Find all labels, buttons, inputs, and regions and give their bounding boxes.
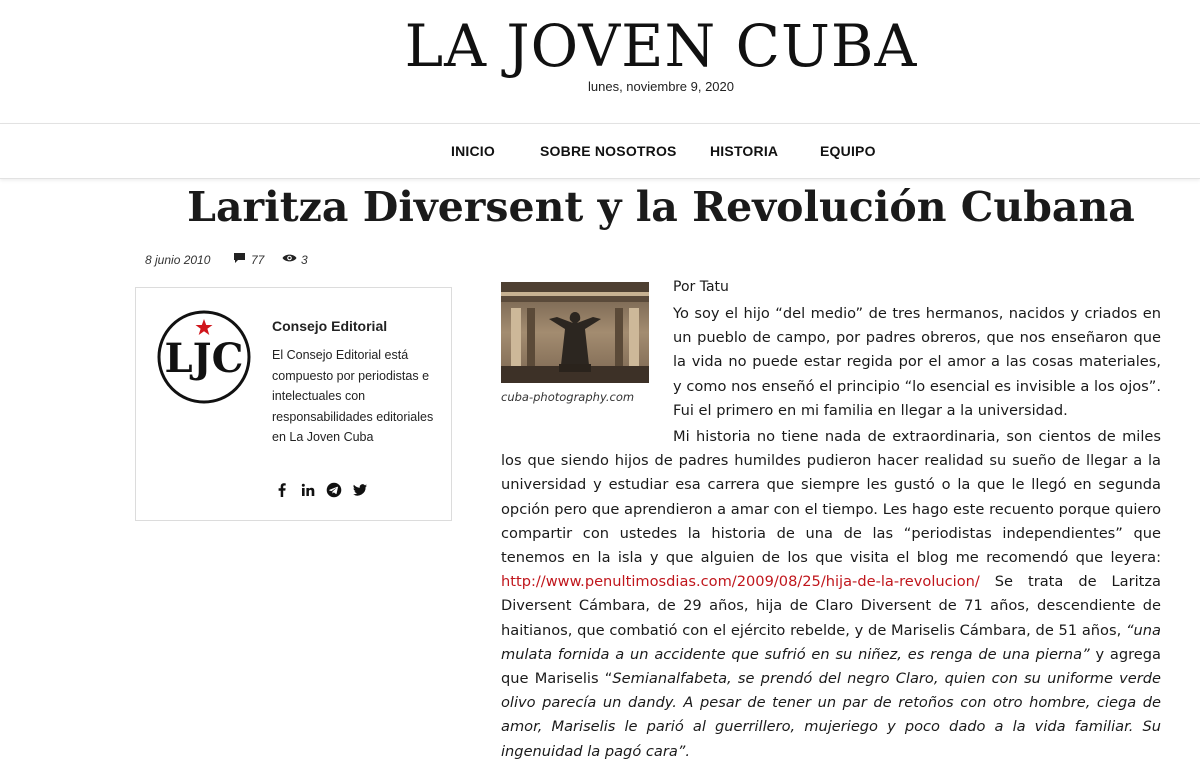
photo-caption: cuba-photography.com [501,390,635,404]
author-name[interactable]: Consejo Editorial [272,318,388,334]
article-photo[interactable] [501,282,649,383]
masthead [0,0,1200,123]
svg-text:LJC: LJC [164,335,244,382]
site-title[interactable]: LA JOVEN CUBA [404,12,918,80]
paragraph-1: Yo soy el hijo “del medio” de tres hermanos, nacidos y criados en un pueblo de campo, por padres obreros, que nos enseñaron que la vida no puede estar regida por el amor a las cosas materiales, y como nos enseñó el principio “lo esencial es invisible a los ojos”. Fui el primero en mi familia en llegar a la universidad. [673,305,1161,419]
eye-icon [282,252,297,267]
post-date: 8 junio 2010 [145,253,211,267]
linkedin-icon[interactable] [300,482,316,498]
comment-count[interactable]: 77 [251,253,265,267]
site-date: lunes, noviembre 9, 2020 [588,79,734,94]
author-bio: El Consejo Editorial está compuesto por periodistas e intelectuales con responsabilidades editoriales en La Joven Cuba [272,348,434,444]
byline: Por Tatu [673,279,729,295]
main-nav [0,123,1200,179]
paragraph-2 [501,425,1161,764]
article-figure [501,282,649,404]
paragraph-2-text-c: y agrega que Mariselis “ [501,645,1161,688]
nav-item-sobre-nosotros[interactable]: SOBRE NOSOTROS [540,143,677,159]
telegram-icon[interactable] [326,482,342,498]
nav-item-inicio[interactable]: INICIO [451,143,495,159]
facebook-icon[interactable] [274,482,290,498]
quote-1: “una mulata fornida a un accidente que sufrió en su niñez, es renga de una pierna” [501,621,1161,663]
source-link[interactable]: http://www.penultimosdias.com/2009/08/25/hija-de-la-revolucion/ [501,573,980,591]
post-title: Laritza Diversent y la Revolución Cubana [187,183,1135,231]
comment-icon[interactable] [233,252,246,267]
view-count: 3 [301,253,308,267]
paragraph-2-text-a: Mi historia no tiene nada de extraordinaria, son cientos de miles los que siendo hijos de padres humildes pudieron hacer realidad su sueño de llegar a la universidad y estudiar esa carrera que siempre les gustó o la que le llegó en segunda opción pero que aprendieron a amar con el tiempo. Les hago este recuento porque quiero compartir con ustedes la historia de una de las “periodistas independientes” que tenemos en la isla y que alguien de los que visita el blog me recomendó que leyera: [501,428,1161,567]
paragraph-2-text-b: Se trata de Laritza Diversent Cámbara, de 29 años, hija de Claro Diversent de 71 años, descendiente de haitianos, que combatió con el ejército rebelde, y de Mariselis Cámbara, de 51 años, [501,573,1161,639]
author-box [135,287,452,521]
ljc-logo[interactable] [156,309,252,405]
nav-item-historia[interactable]: HISTORIA [710,143,779,159]
quote-2: Semianalfabeta, se prendó del negro Claro, quien con su uniforme verde olivo parecía un dandy. A pesar de tener un par de retoños con otro hombre, ciega de amor, Mariselis le parió al guerrillero, mujeriego y poco dado a la vida familiar. Su ingenuidad la pagó cara”. [501,670,1162,760]
nav-item-equipo[interactable]: EQUIPO [820,143,876,159]
twitter-icon[interactable] [352,482,368,498]
